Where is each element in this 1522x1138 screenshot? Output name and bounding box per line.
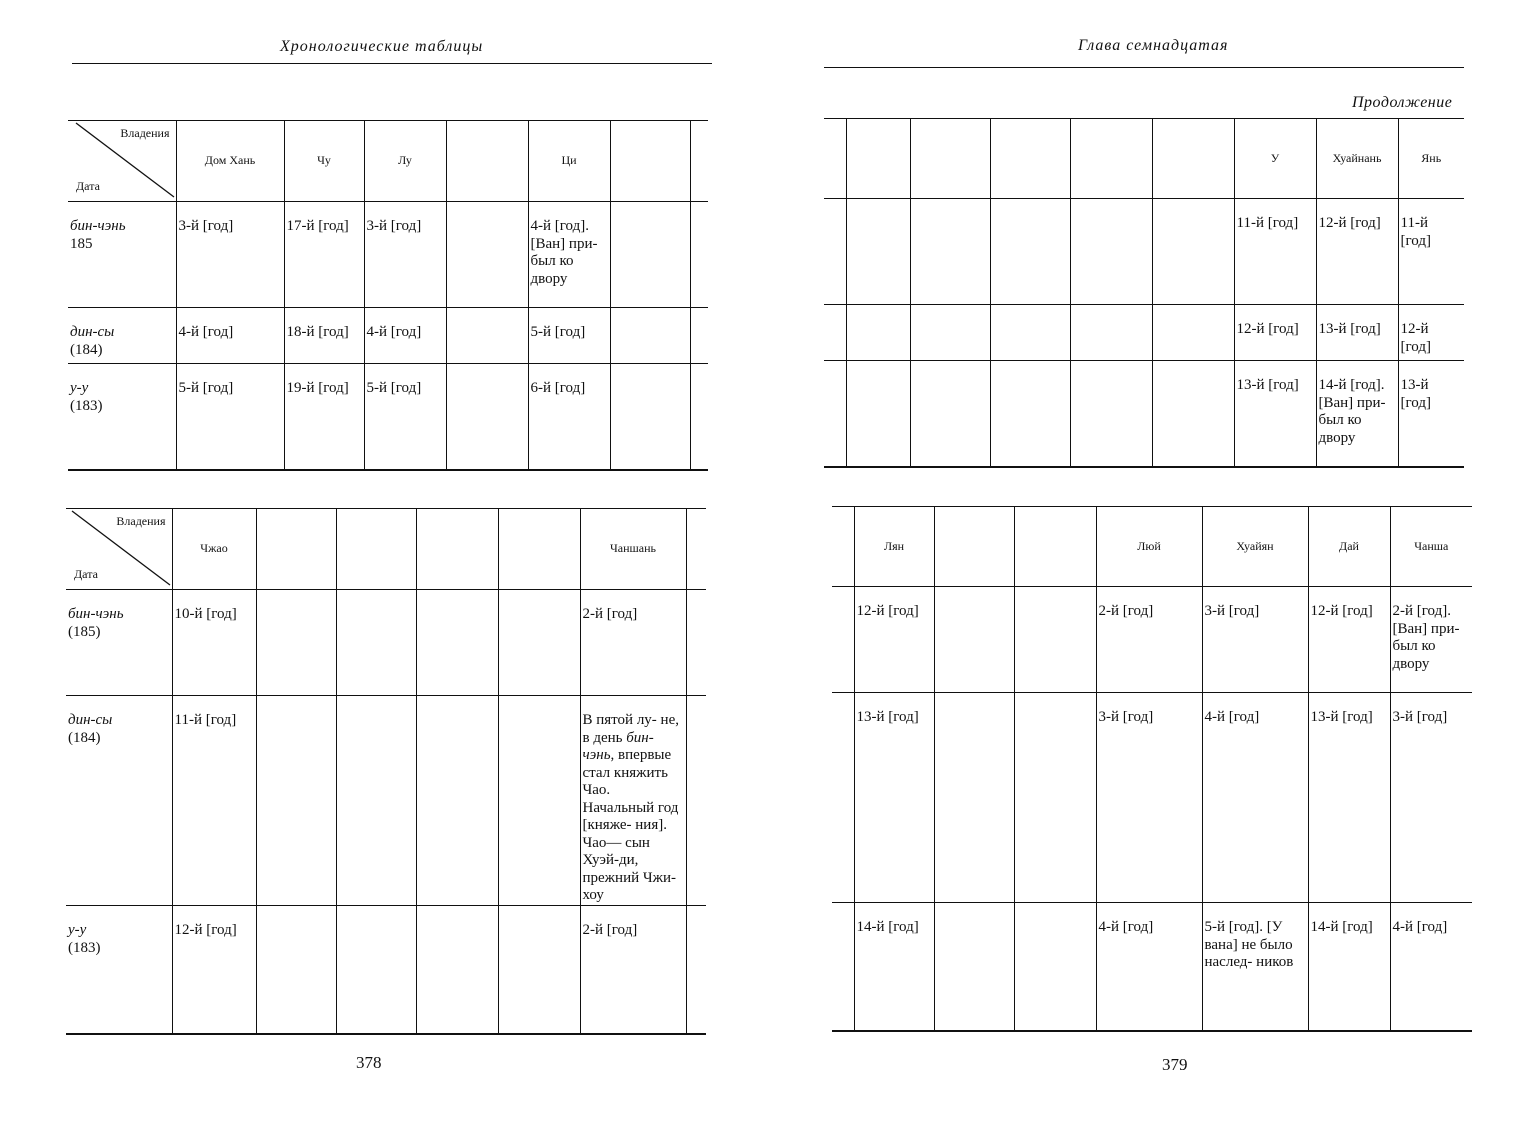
date-year: (184) (68, 729, 101, 746)
table-cell (498, 590, 580, 696)
table-cell (498, 906, 580, 1034)
table-cell: 13-й [год] (854, 693, 934, 903)
table-cell (1014, 587, 1096, 693)
table-cell (846, 199, 910, 305)
corner-cell (66, 509, 172, 590)
page-number: 378 (356, 1053, 382, 1072)
note-date-name: бин-чэнь (582, 729, 654, 763)
left-page (0, 0, 760, 1138)
table-cell (446, 308, 528, 364)
table-cell: 3-й [год] (1390, 693, 1472, 903)
table-cell (336, 590, 416, 696)
date-cell (66, 590, 172, 696)
table-cell (416, 590, 498, 696)
chanshan-note-cell (580, 696, 686, 906)
table-cell: 19-й [год] (284, 364, 364, 470)
table-cell: 13-й [год] (1308, 693, 1390, 903)
table-cell (1070, 199, 1152, 305)
table-cell (846, 361, 910, 467)
header-row (68, 121, 708, 202)
table-cell: 4-й [год] (1390, 903, 1472, 1031)
table-cell: 4-й [год] (176, 308, 284, 364)
table-cell (336, 906, 416, 1034)
table-cell: 3-й [год] (176, 202, 284, 308)
blank-edge-cell (690, 364, 708, 470)
table-cell: 5-й [год] (364, 364, 446, 470)
date-year: (184) (70, 341, 103, 358)
table-cell: 3-й [год] (1202, 587, 1308, 693)
table-row (68, 308, 708, 364)
table-cell (336, 696, 416, 906)
table-cell: 2-й [год] (580, 906, 686, 1034)
table-cell: 3-й [год] (364, 202, 446, 308)
right-page (760, 0, 1522, 1138)
blank-edge-cell (824, 305, 846, 361)
header-row (832, 507, 1472, 587)
header-rule (72, 63, 712, 64)
header-row (824, 119, 1464, 199)
column-header: Чжао (172, 509, 256, 590)
table-cell (1070, 305, 1152, 361)
note-text: , впервые стал княжить Чао. Начальный год [княже- ния]. Чао— сын Хуэй-ди, прежний Чжи-хоу (582, 747, 679, 903)
table-cell: 5-й [год] (176, 364, 284, 470)
table-cell: 12-й [год] (172, 906, 256, 1034)
blank-edge-cell (824, 199, 846, 305)
continuation-label: Продолжение (1352, 94, 1453, 111)
table-cell (846, 305, 910, 361)
table-cell: 14-й [год] (854, 903, 934, 1031)
table-cell (498, 696, 580, 906)
table-cell: 3-й [год] (1096, 693, 1202, 903)
column-header: Лу (364, 121, 446, 202)
date-year: 185 (70, 235, 93, 252)
table-cell: 12-й [год] (854, 587, 934, 693)
date-name: дин-сы (68, 712, 113, 728)
column-header (256, 509, 336, 590)
table-cell (1152, 361, 1234, 467)
table-cell (446, 364, 528, 470)
table-cell: 2-й [год] (580, 590, 686, 696)
table-cell (1070, 361, 1152, 467)
date-cell (66, 696, 172, 906)
table-cell (990, 305, 1070, 361)
column-header (336, 509, 416, 590)
column-header: Дай (1308, 507, 1390, 587)
date-year: (183) (68, 939, 101, 956)
date-name: дин-сы (70, 324, 115, 340)
table-cell (1152, 305, 1234, 361)
date-cell (68, 308, 176, 364)
table-row (66, 906, 706, 1034)
table-cell (256, 696, 336, 906)
table-cell: 18-й [год] (284, 308, 364, 364)
header-row (66, 509, 706, 590)
table-cell: 13-й [год] (1316, 305, 1398, 361)
chronology-table-3 (824, 118, 1464, 468)
date-name: бин-чэнь (70, 218, 126, 234)
table-row (824, 199, 1464, 305)
blank-edge-cell (832, 903, 854, 1031)
table-cell: 4-й [год] (364, 308, 446, 364)
note-text: В пятой лу- не, в день (582, 712, 679, 746)
table-cell: 13-й [год] (1234, 361, 1316, 467)
table-cell: 2-й [год] (1096, 587, 1202, 693)
blank-edge-cell (690, 121, 708, 202)
blank-edge-cell (690, 308, 708, 364)
table-cell (990, 199, 1070, 305)
blank-edge-cell (686, 590, 706, 696)
running-head: Хронологические таблицы (280, 38, 484, 55)
corner-owner-label: Владения (116, 514, 166, 528)
table-row (68, 202, 708, 308)
table-cell (1152, 199, 1234, 305)
blank-edge-cell (824, 361, 846, 467)
table-row (68, 364, 708, 470)
column-header: Люй (1096, 507, 1202, 587)
column-header (416, 509, 498, 590)
table-cell: 11-й [год] (172, 696, 256, 906)
page-number: 379 (1162, 1055, 1188, 1074)
date-name: у-у (70, 380, 89, 396)
table-cell (1014, 693, 1096, 903)
column-header (934, 507, 1014, 587)
blank-edge-cell (686, 696, 706, 906)
table-cell: 4-й [год] (1202, 693, 1308, 903)
chronology-table-2 (66, 508, 706, 1035)
table-cell: 14-й [год]. [Ван] при- был ко двору (1316, 361, 1398, 467)
column-header: Чанша (1390, 507, 1472, 587)
table-cell: 2-й [год]. [Ван] при- был ко двору (1390, 587, 1472, 693)
date-cell (68, 364, 176, 470)
table-cell: 12-й [год] (1308, 587, 1390, 693)
table-cell (990, 361, 1070, 467)
table-cell (934, 693, 1014, 903)
table-cell: 5-й [год] (528, 308, 610, 364)
chronology-table-1 (68, 120, 708, 471)
table-cell (610, 308, 690, 364)
table-row (832, 587, 1472, 693)
date-cell (68, 202, 176, 308)
table-cell (910, 361, 990, 467)
table-row (824, 305, 1464, 361)
table-cell: 12-й [год] (1234, 305, 1316, 361)
column-header (1070, 119, 1152, 199)
table-cell: 11-й [год] (1398, 199, 1464, 305)
table-cell (416, 906, 498, 1034)
column-header: Чу (284, 121, 364, 202)
table-cell: 11-й [год] (1234, 199, 1316, 305)
table-cell (910, 305, 990, 361)
corner-owner-label: Владения (120, 126, 170, 140)
table-cell: 10-й [год] (172, 590, 256, 696)
date-name: бин-чэнь (68, 606, 124, 622)
blank-edge-cell (690, 202, 708, 308)
column-header: Ци (528, 121, 610, 202)
table-cell (934, 587, 1014, 693)
blank-edge-cell (832, 507, 854, 587)
corner-date-label: Дата (76, 178, 100, 193)
column-header (446, 121, 528, 202)
blank-edge-cell (832, 693, 854, 903)
table-row (832, 903, 1472, 1031)
column-header: У (1234, 119, 1316, 199)
column-header (498, 509, 580, 590)
date-name: у-у (68, 922, 87, 938)
table-cell (256, 590, 336, 696)
column-header: Хуайнань (1316, 119, 1398, 199)
table-cell (934, 903, 1014, 1031)
table-cell (416, 696, 498, 906)
column-header (846, 119, 910, 199)
column-header: Лян (854, 507, 934, 587)
table-cell (446, 202, 528, 308)
column-header (910, 119, 990, 199)
corner-date-label: Дата (74, 566, 98, 581)
date-year: (185) (68, 623, 101, 640)
table-cell: 17-й [год] (284, 202, 364, 308)
blank-edge-cell (832, 587, 854, 693)
table-cell (1014, 903, 1096, 1031)
blank-edge-cell (686, 509, 706, 590)
column-header (990, 119, 1070, 199)
table-row (824, 361, 1464, 467)
date-year: (183) (70, 397, 103, 414)
column-header: Хуайян (1202, 507, 1308, 587)
column-header: Дом Хань (176, 121, 284, 202)
table-row (66, 590, 706, 696)
table-cell (256, 906, 336, 1034)
table-cell (610, 202, 690, 308)
date-cell (66, 906, 172, 1034)
table-cell: 12-й [год] (1316, 199, 1398, 305)
table-cell: 6-й [год] (528, 364, 610, 470)
table-cell: 13-й [год] (1398, 361, 1464, 467)
blank-edge-cell (824, 119, 846, 199)
table-cell (910, 199, 990, 305)
table-row (832, 693, 1472, 903)
column-header (1152, 119, 1234, 199)
table-cell: 14-й [год] (1308, 903, 1390, 1031)
chronology-table-4 (832, 506, 1472, 1032)
blank-edge-cell (686, 906, 706, 1034)
table-cell: 12-й [год] (1398, 305, 1464, 361)
table-cell: 4-й [год] (1096, 903, 1202, 1031)
corner-cell (68, 121, 176, 202)
table-row (66, 696, 706, 906)
column-header (1014, 507, 1096, 587)
table-cell (610, 364, 690, 470)
column-header (610, 121, 690, 202)
column-header: Янь (1398, 119, 1464, 199)
header-rule (824, 67, 1464, 68)
column-header: Чаншань (580, 509, 686, 590)
running-head: Глава семнадцатая (1078, 37, 1229, 54)
table-cell: 5-й [год]. [У вана] не было наслед- ников (1202, 903, 1308, 1031)
table-cell: 4-й [год]. [Ван] при- был ко двору (528, 202, 610, 308)
